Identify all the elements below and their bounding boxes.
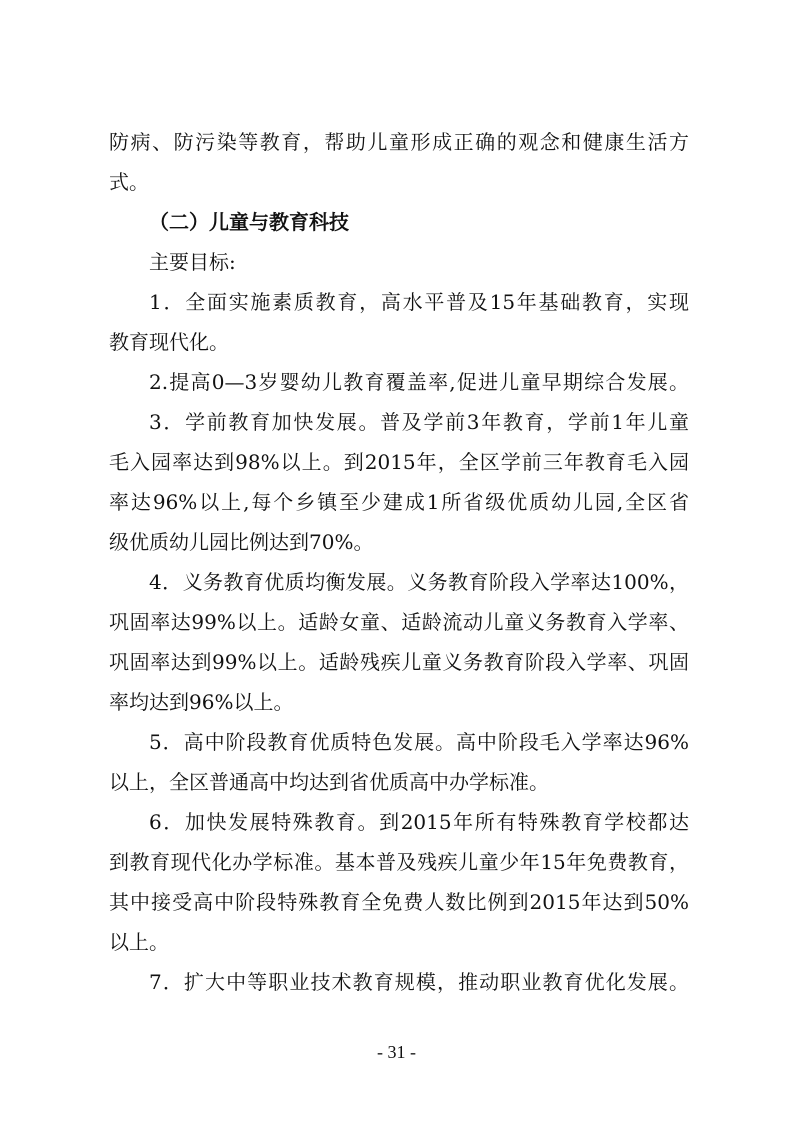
goal-3-line: 3．学前教育加快发展。普及学前3年教育，学前1年儿童 xyxy=(149,410,689,434)
subheading-main-goals: 主要目标: xyxy=(149,250,236,274)
goal-5-line: 以上，全区普通高中均达到省优质高中办学标准。 xyxy=(109,770,549,794)
goal-6-line: 6．加快发展特殊教育。到2015年所有特殊教育学校都达 xyxy=(149,810,689,834)
goal-3-line: 率达96%以上,每个乡镇至少建成1所省级优质幼儿园,全区省 xyxy=(109,490,689,514)
goal-2-line: 2.提高0—3岁婴幼儿教育覆盖率,促进儿童早期综合发展。 xyxy=(149,370,689,394)
paragraph-line: 式。 xyxy=(109,170,149,194)
goal-1-line: 教育现代化。 xyxy=(109,330,229,354)
goal-5-line: 5．高中阶段教育优质特色发展。高中阶段毛入学率达96% xyxy=(149,730,689,754)
page-number: - 31 - xyxy=(377,1042,416,1062)
goal-4-line: 巩固率达99%以上。适龄女童、适龄流动儿童义务教育入学率、 xyxy=(109,610,689,634)
goal-6-line: 其中接受高中阶段特殊教育全免费人数比例到2015年达到50% xyxy=(109,890,689,914)
goal-4-line: 4．义务教育优质均衡发展。义务教育阶段入学率达100%， xyxy=(149,570,689,594)
section-heading: （二）儿童与教育科技 xyxy=(149,210,349,234)
goal-1-line: 1．全面实施素质教育，高水平普及15年基础教育，实现 xyxy=(149,290,689,314)
goal-7-line: 7．扩大中等职业技术教育规模，推动职业教育优化发展。 xyxy=(149,970,689,994)
goal-4-line: 巩固率达到99%以上。适龄残疾儿童义务教育阶段入学率、巩固 xyxy=(109,650,689,674)
goal-3-line: 级优质幼儿园比例达到70%。 xyxy=(109,530,374,554)
goal-6-line: 到教育现代化办学标准。基本普及残疾儿童少年15年免费教育， xyxy=(109,850,689,874)
paragraph-line: 防病、防污染等教育，帮助儿童形成正确的观念和健康生活方 xyxy=(109,130,689,154)
goal-4-line: 率均达到96%以上。 xyxy=(109,690,294,714)
goal-6-line: 以上。 xyxy=(109,930,169,954)
goal-3-line: 毛入园率达到98%以上。到2015年，全区学前三年教育毛入园 xyxy=(109,450,689,474)
